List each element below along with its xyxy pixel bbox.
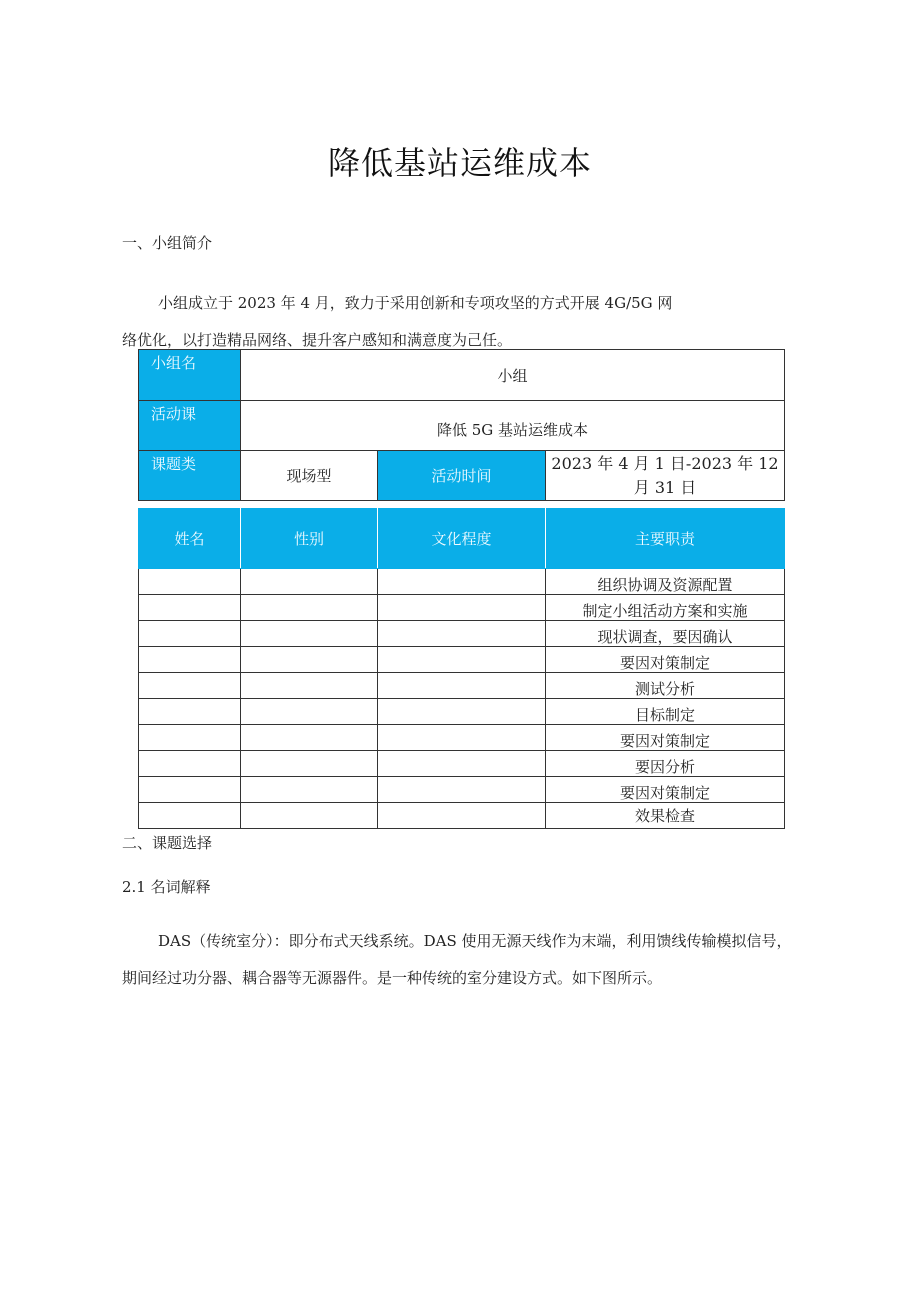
duty-cell: 目标制定: [546, 699, 785, 725]
duty-cell: 要因对策制定: [546, 777, 785, 803]
table-row: [139, 647, 785, 673]
duty-cell: 要因分析: [546, 751, 785, 777]
duty-cell: 测试分析: [546, 673, 785, 699]
group-name-value: 小组: [241, 350, 785, 401]
das-paragraph-line1: DAS（传统室分）：即分布式天线系统。DAS 使用无源天线作为末端，利用馈线传输模拟信号，: [158, 932, 792, 950]
duty-cell: 要因对策制定: [546, 647, 785, 673]
table-row: [139, 595, 785, 621]
group-info-table: [138, 349, 785, 501]
table-row: [139, 751, 785, 777]
table-row: [139, 777, 785, 803]
duty-cell: 要因对策制定: [546, 725, 785, 751]
type-label: 课题类: [139, 451, 241, 501]
document-title: 降低基站运维成本: [327, 144, 592, 182]
das-paragraph-line2: 期间经过功分器、耦合器等无源器件。是一种传统的室分建设方式。如下图所示。: [122, 969, 663, 987]
group-name-label: 小组名: [139, 350, 241, 401]
table-row: [139, 621, 785, 647]
type-value: 现场型: [241, 451, 378, 501]
duty-cell: 组织协调及资源配置: [546, 569, 785, 595]
time-label: 活动时间: [378, 451, 546, 501]
topic-value: 降低 5G 基站运维成本: [241, 401, 785, 451]
duty-cell: 现状调查，要因确认: [546, 621, 785, 647]
topic-label: 活动课: [139, 401, 241, 451]
duty-cell: 制定小组活动方案和实施: [546, 595, 785, 621]
header-gender: 性别: [241, 509, 378, 569]
section-heading-topic: 二、课题选择: [122, 834, 213, 852]
table-row: [139, 673, 785, 699]
table-row: [139, 803, 785, 829]
time-value-line1: 2023 年 4 月 1 日-2023 年 12: [551, 453, 779, 473]
table-row: [139, 569, 785, 595]
header-name: 姓名: [139, 509, 241, 569]
section-heading-intro: 一、小组简介: [122, 234, 213, 252]
header-duty: 主要职责: [546, 509, 785, 569]
time-value-line2: 月 31 日: [633, 477, 697, 497]
table-row: [139, 725, 785, 751]
time-value: [546, 451, 785, 501]
header-education: 文化程度: [378, 509, 546, 569]
duty-cell: 效果检查: [546, 803, 785, 829]
intro-paragraph-line1: 小组成立于 2023 年 4 月，致力于采用创新和专项攻坚的方式开展 4G/5G 网: [158, 294, 673, 312]
sub-heading-terms: 2.1 名词解释: [122, 878, 211, 896]
member-table: [138, 508, 785, 829]
table-row: [139, 699, 785, 725]
intro-paragraph-line2: 络优化，以打造精品网络、提升客户感知和满意度为己任。: [122, 331, 513, 349]
